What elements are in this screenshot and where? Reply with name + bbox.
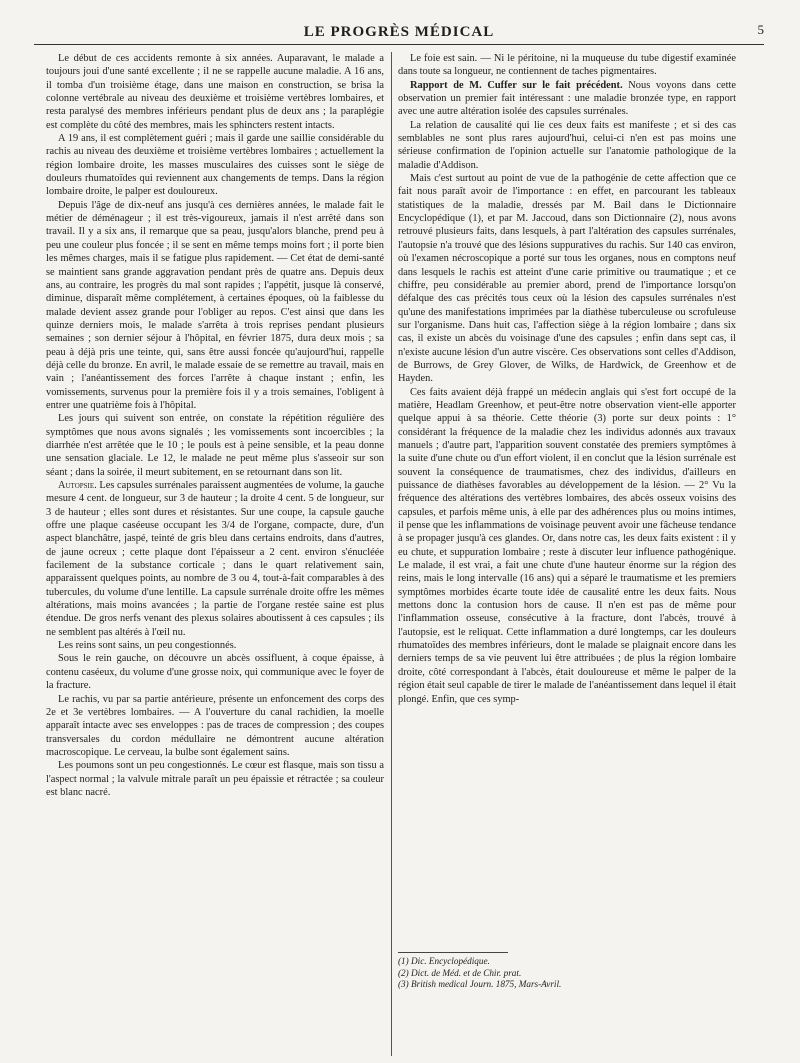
paragraph: Le foie est sain. — Ni le péritoine, ni la muqueuse du tube digestif examinée dans toute sa longueur, ne contiennent de taches pigmentaires. — [398, 53, 736, 78]
header-rule — [34, 44, 764, 45]
paragraph: Le rachis, vu par sa partie antérieure, présente un enfoncement des corps des 2e et 3e vertèbres lombaires. — A l'ouverture du canal rachidien, la moelle apparaît intacte avec ses enveloppes : pas de traces de compression ; des coupes transversales du cordon médullaire ne démontrent aucune altération macroscopique. Le cerveau, la bulbe sont également sains. — [46, 693, 384, 758]
paragraph: Les poumons sont un peu congestionnés. Le cœur est flasque, mais son tissu a l'aspect normal ; la valvule mitrale paraît un peu épaissie et rétractée ; sa couleur est blanc nacré. — [46, 760, 384, 798]
paragraph: Le début de ces accidents remonte à six années. Auparavant, le malade a toujours joui d'une santé excellente ; il ne se rappelle aucune maladie. A 16 ans, il tomba d'un troisième étage, dans une maison en construction, se brisa la colonne vertébrale au niveau des deuxième et troisième vertèbres lombaires, et resta paralysé des membres inférieurs pendant plus de deux ans ; la paraplégie est complète du côté des membres, mais les sphincters restent intacts. — [46, 53, 384, 131]
paragraph-text: Nous voyons dans cette observation un premier fait intéressant : une maladie bronzée type, en rapport avec une autre altération isolée des capsules surrénales. — [398, 79, 736, 118]
rapport-paragraph — [398, 79, 736, 119]
footnotes — [398, 952, 736, 991]
page-header — [34, 18, 764, 44]
column-divider — [391, 52, 392, 1056]
autopsie-paragraph — [46, 479, 384, 639]
paragraph: Sous le rein gauche, on découvre un abcès ossifluent, à coque épaisse, à contenu caséeux, du volume d'une grosse noix, qui communique avec le foyer de la fracture. — [46, 653, 384, 692]
paragraph: Les reins sont sains, un peu congestionnés. — [58, 640, 237, 652]
paragraph: Depuis l'âge de dix-neuf ans jusqu'à ces dernières années, le malade fait le métier de déménageur ; il est très-vigoureux, jamais il n'est arrêté dans son travail. Il y a six ans, il remarque que sa peau, jusqu'alors blanche, prend peu à peu une couleur plus foncée ; il se sent en même temps moins fort ; il porte bien les mêmes charges, mais il se fatigue plus rapidement. — Cet état de demi-santé se maintient sans grande aggravation pendant près de quatre ans. Depuis deux ans, au contraire, les progrès du mal sont rapides ; l'appétit, jusque là conservé, diminue, disparaît même complétement, à certaines époques, où la faiblesse du malade devient assez grande pour l'obliger au repos. C'est ainsi que dans les quinze derniers mois, le malade s'arrêta à trois reprises pendant plusieurs semaines ; son dernier séjour à l'hôpital, en février 1875, dura deux mois ; sa peau à déjà pris une teinte, qui, sans être aussi foncée qu'aujourd'hui, rappelle déjà celle du bronze. En avril, le malade essaie de se remettre au travail, mais en vain ; l'anéantissement des forces l'arrête à chaque instant ; enfin, les vomissements, survenus pour la première fois il y a trois semaines, l'obligent à entrer une quatrième fois à l'hôpital. — [46, 199, 384, 411]
page-number: 5 — [757, 22, 764, 37]
paragraph-text: Les capsules surrénales paraissent augmentées de volume, la gauche mesure 4 cent. de longueur, sur 3 de hauteur ; la droite 4 cent. 5 de longueur, sur 3 de hauteur ; elles sont dures et résistantes. Sur une coupe, la capsule gauche offre une plaque caséeuse occupant les 3/4 de l'organe, compacte, dure, d'un aspect blanchâtre, jaspé, teinté de gris bleu dans certains endroits, dans d'autres, de jaune ocreux ; cette plaque dont l'épaisseur a 2 cent. environ s'énucléée facilement de la substance corticale ; dans le quart relativement sain, apparaissent quelques points, au nombre de 3 ou 4, tout-à-fait comparables à des tubercules, du volume d'une lentille. La capsule surrénale droite offre les mêmes altérations, mais moins avancées ; la partie de l'organe restée saine est plus étendue. De gros nerfs venant des plexus solaires aboutissent à ces capsules ; ils ne semblent pas altérés à l'œil nu. — [46, 480, 384, 638]
journal-title: LE PROGRÈS MÉDICAL — [303, 24, 495, 40]
footnote: (1) Dic. Encyclopédique. — [398, 956, 490, 966]
autopsie-label: Autopsie. — [58, 480, 97, 491]
paragraph: Les jours qui suivent son entrée, on constate la répétition régulière des symptômes que nous avons signalés ; les vomissements sont incoercibles ; la diarrhée n'est arrêtée que le 10 ; le pouls est à peine sensible, et la peau donne une sensation glaciale. Le 12, le malade ne peut même plus s'asseoir sur son séant ; dans la soirée, il meurt subitement, en se retournant dans son lit. — [46, 413, 384, 478]
footnote: (3) British medical Journ. 1875, Mars-Avril. — [398, 979, 562, 989]
footnote: (2) Dict. de Méd. et de Chir. prat. — [398, 967, 522, 978]
paragraph: La relation de causalité qui lie ces deux faits est manifeste ; et si des cas semblables ne sont plus rares aujourd'hui, celui-ci n'en est pas moins une sérieuse confirmation de l'opinion actuelle sur l'anatomie pathologique de la maladie d'Addison. — [398, 119, 736, 171]
left-column — [46, 52, 384, 799]
paragraph: A 19 ans, il est complètement guéri ; mais il garde une saillie considérable du rachis au niveau des deuxième et troisième vertèbres lombaires ; actuellement la région lombaire droite, les masses musculaires des cuisses sont le siège de douleurs rhumatoïdes qui reviennent aux changements de temps. Dans la région lombaire droite, le palper est douloureux. — [46, 133, 384, 198]
paragraph: Mais c'est surtout au point de vue de la pathogénie de cette affection que ce fait nous paraît avoir de l'importance : en effet, en parcourant les tableaux statistiques de la maladie, dressés par M. Bail dans le Dictionnaire Encyclopédique (1), et par M. Jaccoud, dans son Dictionnaire (2), nous avons retrouvé plusieurs faits, dans lesquels, à part l'altération des capsules surrénales, l'autopsie n'a trouvé que des lésions suppuratives du rachis. Sur 140 cas environ, où l'examen nécroscopique a porté sur tous les organes, nous en comptons neuf dans lesquels le rachis est atteint d'une carie primitive ou traumatique ; et ce chiffre, peu considérable au premier abord, prend de l'importance lorsqu'on défalque des cas précités tous ceux où la lésion des capsules surrénales n'est qu'une des manifestations imprimées par la diathèse tuberculeuse ou scrofuleuse sur l'organisme. Dans huit cas, l'affection siège à la région lombaire ; dans six cas, il existe un abcès du voisinage d'une des capsules ; enfin dans sept cas, il n'existe aucune lésion d'un autre viscère. Ces observations sont celles d'Addison, de Burrows, de Grey Glover, de Wilks, de Hardwick, de Greenhow et de Hayden. — [398, 173, 736, 385]
footnote-rule — [398, 952, 508, 953]
rapport-label: Rapport de M. Cuffer sur le fait précédent. — [410, 79, 623, 91]
right-column — [398, 52, 736, 706]
paragraph: Ces faits avaient déjà frappé un médecin anglais qui s'est fort occupé de la matière, Headlam Greenhow, et peut-être notre observation vient-elle apporter quelque appui à sa théorie. Cette théorie (3) porte sur deux points : 1° considérant la fréquence de la maladie chez les individus adonnés aux travaux manuels ; d'autre part, l'apparition souvent constatée des premiers symptômes à la suite d'une chute ou d'un effort violent, il en conclut que la lésion surrénale est souvent la conséquence de traumatismes, chez des individus, d'ailleurs en puissance de diathèses favorables au développement de la lésion. — 2° Vu la fréquence des altérations des vertèbres lombaires, des abcès osseux voisins des capsules, et parfois même unis, à elle par des adhérences plus ou moins intimes, il pense que les inflammations de voisinage peuvent avoir une fâcheuse tendance à se propager jusqu'à ces glandes. Or, dans notre cas, les deux faits existent : il y eu chute, et suppuration lombaire ; reste à discuter leur influence pathogénique. Le malade, il est vrai, a fait une chute d'une hauteur énorme sur la région des reins, mais le long intervalle (16 ans) qui a séparé le traumatisme et les premiers symptômes morbides écarte toute idée de causalité entre les deux faits. Nous mettons donc la contusion hors de cause. Il n'en est pas de même pour l'inflammation osseuse, consécutive à la fracture, dont l'abcès, trouvé à l'autopsie, est le reliquat. Cette inflammation a duré longtemps, car les douleurs rhumatoïdes des membres inférieurs, dont le malade se plaignait encore dans les derniers temps de sa vie peuvent lui être attribuées ; de plus la région lombaire droite, côté correspondant à l'abcès, était douloureuse et même le palper de la région était seul capable de tirer le malade de l'anéantissement dans lequel il était plongé. Enfin, que ces symp- — [398, 386, 736, 705]
